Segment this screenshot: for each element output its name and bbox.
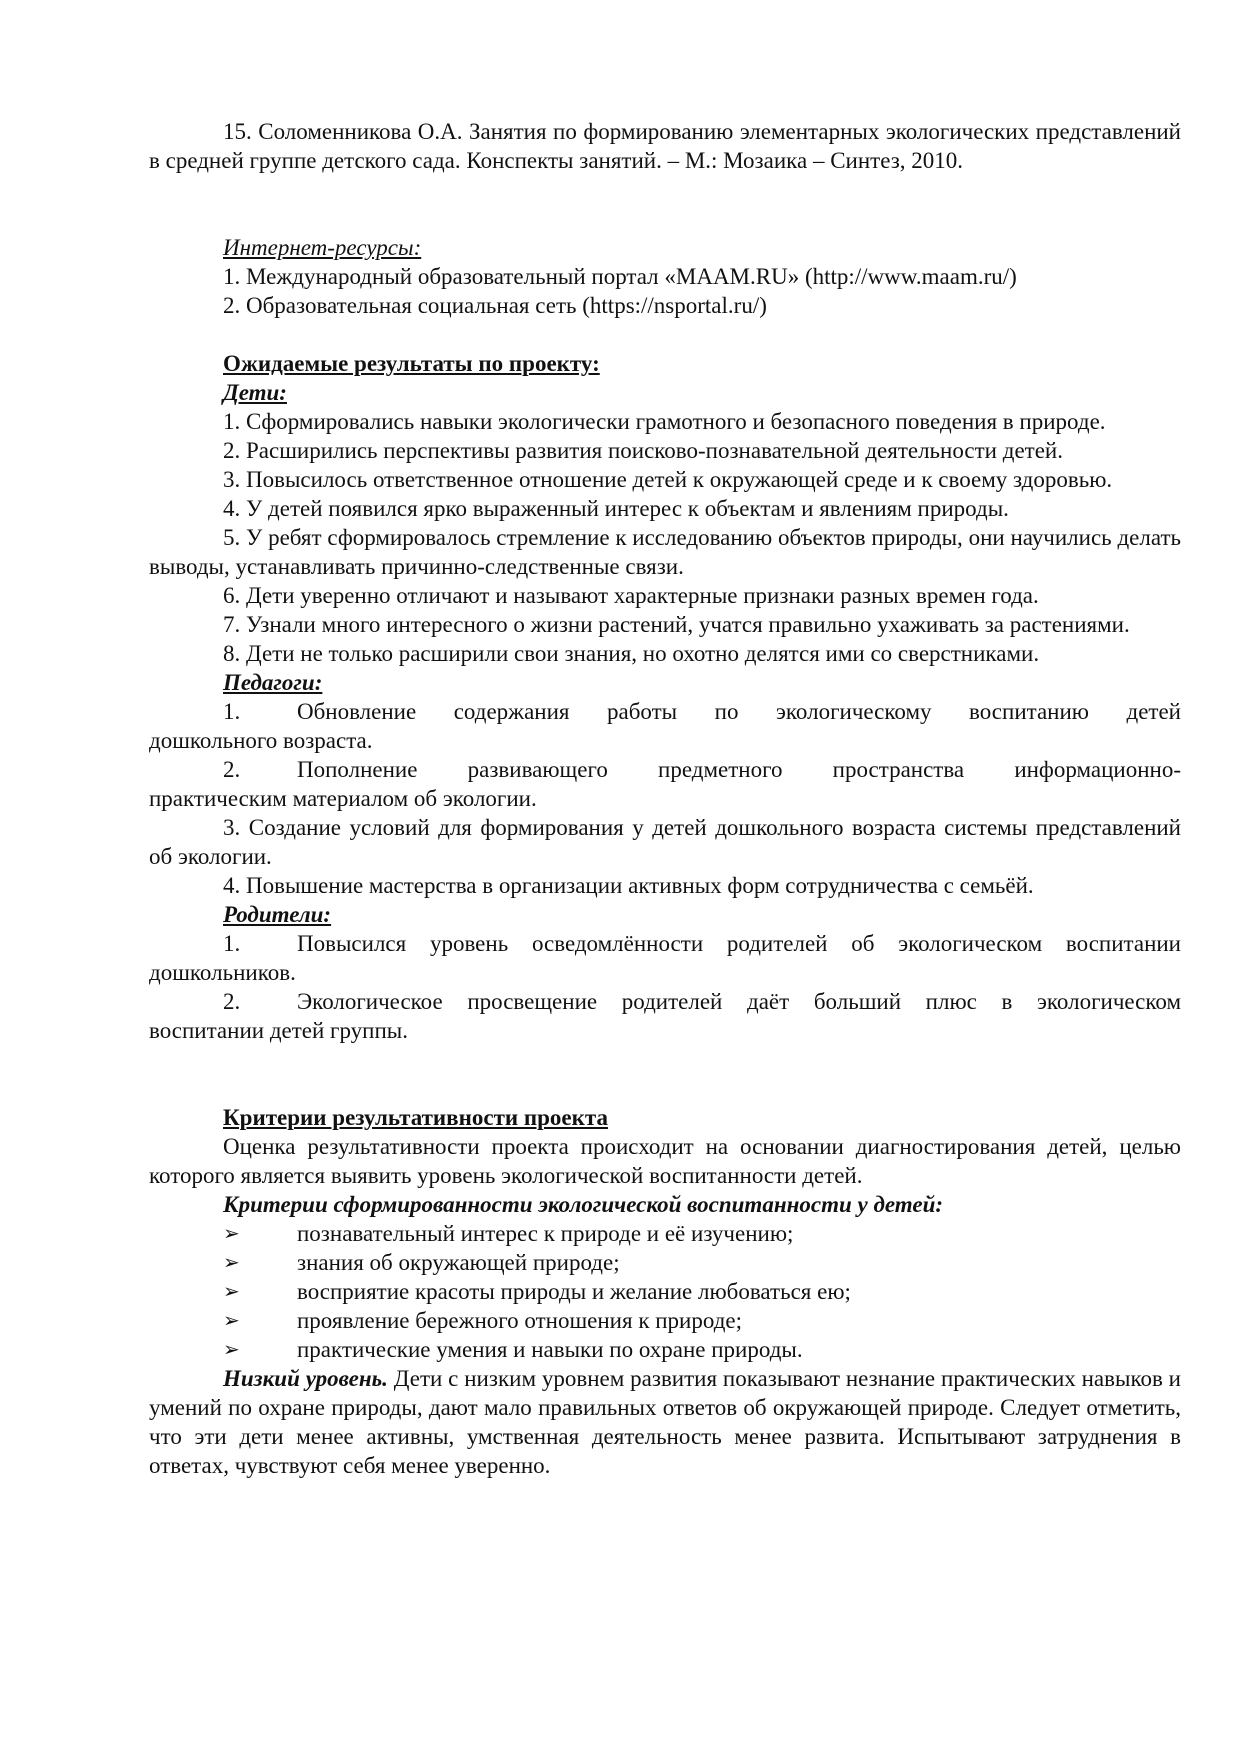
children-result-item: 3. Повысилось ответственное отношение детей к окружающей среде и к своему здоровью. — [223, 467, 1113, 492]
list-item-text: знания об окружающей природе; — [297, 1250, 620, 1275]
list-item-text: познавательный интерес к природе и её изучению; — [297, 1221, 794, 1246]
spacer — [149, 175, 1181, 233]
low-level-text: Дети с низким уровнем развития показывают незнание практических навыков и умений по охране природы, дают мало правильных ответов об окружающей природе. Следует отметить, что эти дети менее активны, умственная деятельность менее развита. Испытывают затруднения в ответах, чувствуют себя менее уверенно. — [149, 1366, 1181, 1478]
item-text-continuation: практическим материалом об экологии. — [149, 786, 537, 811]
children-heading: Дети: — [223, 380, 287, 405]
spacer — [149, 1045, 1181, 1103]
children-result-item: 4. У детей появился ярко выраженный интерес к объектам и явлениям природы. — [223, 496, 1009, 521]
spacer — [149, 320, 1181, 349]
arrow-bullet-icon: ➢ — [223, 1250, 240, 1274]
low-level-paragraph — [149, 1364, 1181, 1480]
internet-resource-item: 1. Международный образовательный портал «MAAM.RU» (http://www.maam.ru/) — [223, 264, 1017, 289]
teachers-result-item: 4. Повышение мастерства в организации активных форм сотрудничества с семьёй. — [223, 873, 1034, 898]
list-item-text: практические умения и навыки по охране природы. — [297, 1337, 803, 1362]
criteria-heading: Критерии результативности проекта — [223, 1105, 608, 1130]
teachers-result-item: 3. Создание условий для формирования у детей дошкольного возраста системы представлений об экологии. — [149, 815, 1181, 869]
parents-result-item — [149, 929, 1181, 987]
item-text-first-line: Обновление содержания работы по экологическому воспитанию детей — [297, 699, 1181, 724]
list-item — [149, 1277, 1181, 1306]
item-number: 1. — [223, 931, 241, 956]
item-number: 1. — [223, 699, 241, 724]
bibliography-item-15: 15. Соломенникова О.А. Занятия по формированию элементарных экологических представлений в средней группе детского сада. Конспекты занятий. – М.: Мозаика – Синтез, 2010. — [149, 119, 1181, 173]
internet-resource-item: 2. Образовательная социальная сеть (https://nsportal.ru/) — [223, 293, 767, 318]
item-number: 2. — [223, 989, 241, 1014]
list-item — [149, 1335, 1181, 1364]
item-text-continuation: воспитании детей группы. — [149, 1018, 408, 1043]
criteria-intro: Оценка результативности проекта происходит на основании диагностирования детей, целью которого является выявить уровень экологической воспитанности детей. — [149, 1134, 1181, 1188]
list-item-text: проявление бережного отношения к природе; — [297, 1308, 742, 1333]
expected-results-heading: Ожидаемые результаты по проекту: — [223, 351, 600, 376]
parents-result-item — [149, 987, 1181, 1045]
parents-heading: Родители: — [223, 902, 332, 927]
children-result-item: 8. Дети не только расширили свои знания, но охотно делятся ими со сверстниками. — [223, 641, 1040, 666]
children-result-item: 2. Расширились перспективы развития поисково-познавательной деятельности детей. — [223, 438, 1063, 463]
item-text-first-line: Пополнение развивающего предметного пространства информационно- — [297, 757, 1181, 782]
arrow-bullet-icon: ➢ — [223, 1337, 240, 1361]
list-item — [149, 1306, 1181, 1335]
item-number: 2. — [223, 757, 241, 782]
list-item-text: восприятие красоты природы и желание любоваться ею; — [297, 1279, 851, 1304]
children-result-item: 7. Узнали много интересного о жизни растений, учатся правильно ухаживать за растениями. — [223, 612, 1130, 637]
item-text-continuation: дошкольного возраста. — [149, 728, 373, 753]
criteria-bullet-list — [149, 1219, 1181, 1364]
item-text-first-line: Экологическое просвещение родителей даёт больший плюс в экологическом — [297, 989, 1181, 1014]
page-content — [149, 117, 1181, 1480]
arrow-bullet-icon: ➢ — [223, 1308, 240, 1332]
arrow-bullet-icon: ➢ — [223, 1279, 240, 1303]
criteria-subheading: Критерии сформированности экологической воспитанности у детей: — [223, 1192, 944, 1217]
teachers-result-item — [149, 697, 1181, 755]
item-text-first-line: Повысился уровень осведомлённости родителей об экологическом воспитании — [297, 931, 1181, 956]
teachers-heading: Педагоги: — [223, 670, 323, 695]
teachers-result-item — [149, 755, 1181, 813]
item-text-continuation: дошкольников. — [149, 960, 296, 985]
list-item — [149, 1248, 1181, 1277]
low-level-label: Низкий уровень. — [223, 1366, 388, 1391]
internet-resources-heading: Интернет-ресурсы: — [223, 235, 422, 260]
arrow-bullet-icon: ➢ — [223, 1221, 240, 1245]
children-result-item: 5. У ребят сформировалось стремление к исследованию объектов природы, они научились делать выводы, устанавливать причинно-следственные связи. — [149, 525, 1181, 579]
children-result-item: 6. Дети уверенно отличают и называют характерные признаки разных времен года. — [223, 583, 1039, 608]
children-result-item: 1. Сформировались навыки экологически грамотного и безопасного поведения в природе. — [223, 409, 1106, 434]
list-item — [149, 1219, 1181, 1248]
